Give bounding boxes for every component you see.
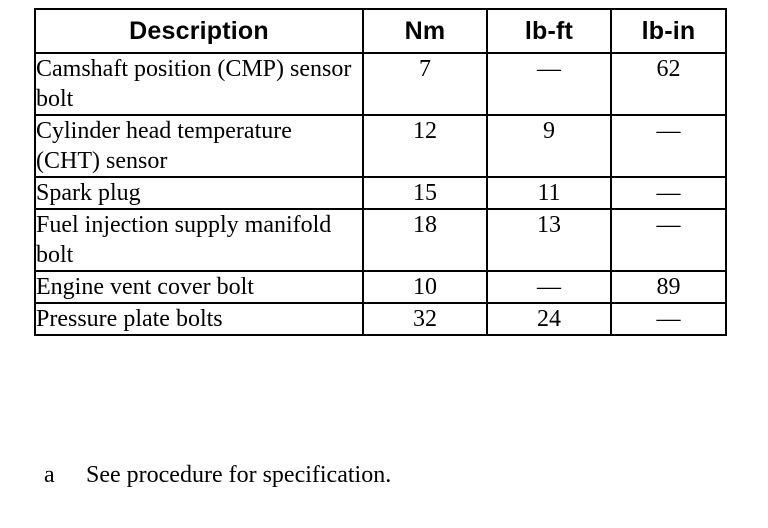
row-lb-ft: 24 bbox=[487, 303, 611, 335]
row-lb-ft: 13 bbox=[487, 209, 611, 271]
row-nm: 12 bbox=[363, 115, 487, 177]
row-description: Fuel injection supply manifold bolt bbox=[35, 209, 363, 271]
table-row bbox=[35, 271, 726, 303]
row-lb-ft: — bbox=[487, 271, 611, 303]
row-nm: 32 bbox=[363, 303, 487, 335]
torque-spec-table bbox=[34, 8, 727, 336]
row-lb-in: 62 bbox=[611, 53, 726, 115]
row-lb-in: — bbox=[611, 177, 726, 209]
row-lb-in: — bbox=[611, 303, 726, 335]
footnote bbox=[44, 460, 391, 490]
table-row bbox=[35, 115, 726, 177]
header-lb-ft: lb-ft bbox=[487, 9, 611, 53]
footnote-text: See procedure for specification. bbox=[86, 462, 392, 488]
row-nm: 15 bbox=[363, 177, 487, 209]
header-nm: Nm bbox=[363, 9, 487, 53]
row-nm: 10 bbox=[363, 271, 487, 303]
row-nm: 7 bbox=[363, 53, 487, 115]
header-lb-in: lb-in bbox=[611, 9, 726, 53]
row-nm: 18 bbox=[363, 209, 487, 271]
footnote-marker: a bbox=[44, 462, 55, 488]
row-lb-ft: — bbox=[487, 53, 611, 115]
header-description: Description bbox=[35, 9, 363, 53]
row-description: Pressure plate bolts bbox=[35, 303, 363, 335]
row-lb-in: 89 bbox=[611, 271, 726, 303]
table-row bbox=[35, 303, 726, 335]
table-row bbox=[35, 209, 726, 271]
table-header-row bbox=[35, 9, 726, 53]
row-lb-ft: 9 bbox=[487, 115, 611, 177]
row-description: Cylinder head temperature (CHT) sensor bbox=[35, 115, 363, 177]
row-description: Engine vent cover bolt bbox=[35, 271, 363, 303]
row-lb-ft: 11 bbox=[487, 177, 611, 209]
row-lb-in: — bbox=[611, 209, 726, 271]
row-description: Camshaft position (CMP) sensor bolt bbox=[35, 53, 363, 115]
row-lb-in: — bbox=[611, 115, 726, 177]
table-row bbox=[35, 53, 726, 115]
row-description: Spark plug bbox=[35, 177, 363, 209]
table-row bbox=[35, 177, 726, 209]
